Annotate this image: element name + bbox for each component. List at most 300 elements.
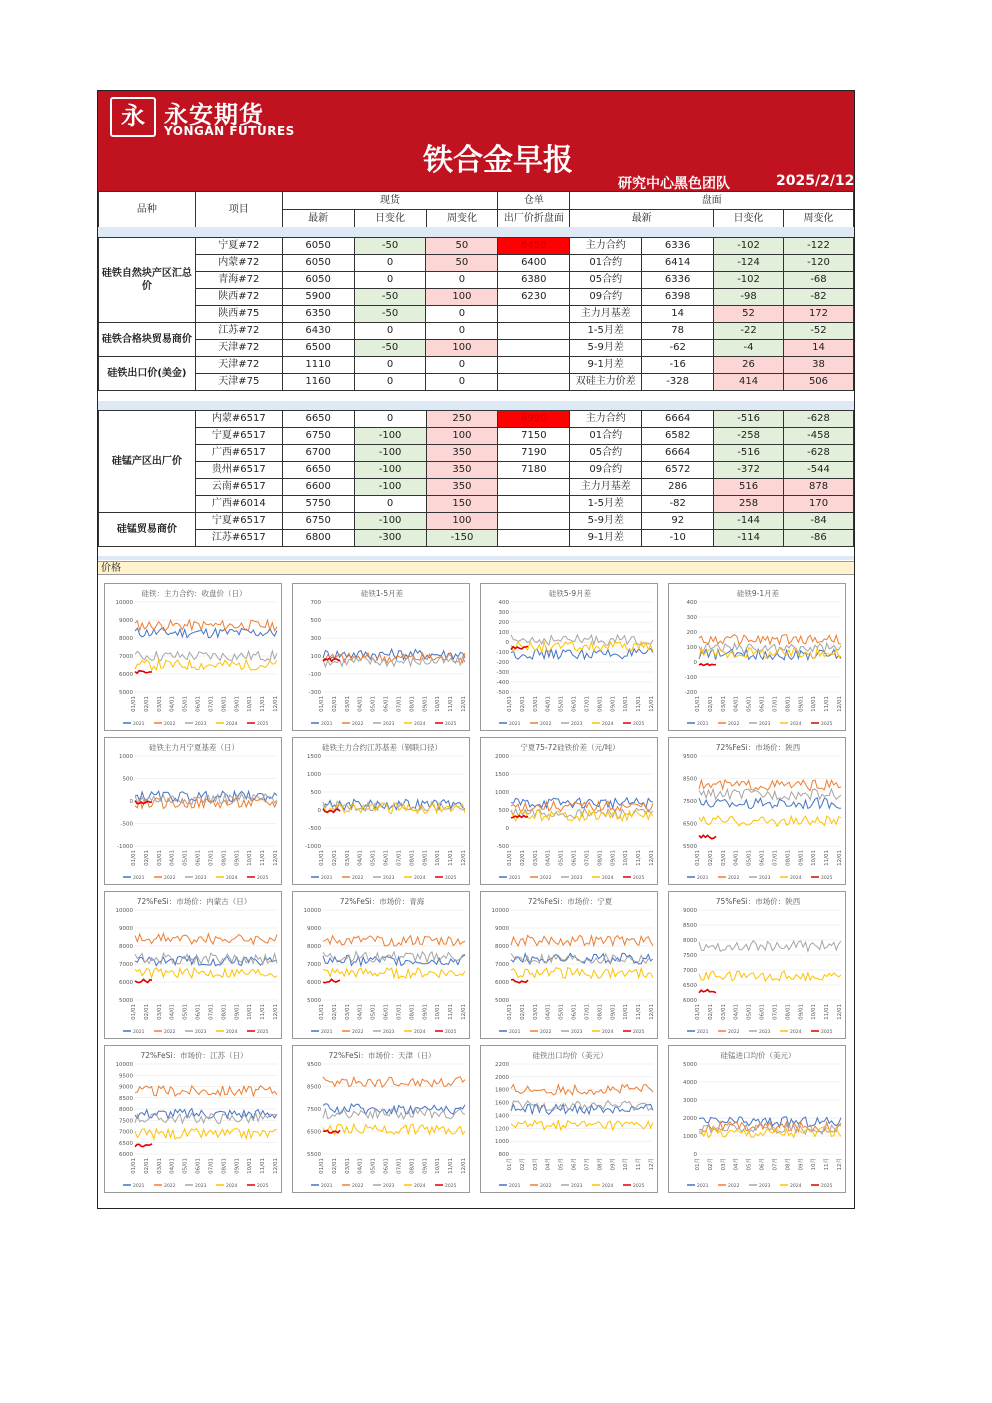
x-tick-label: 08/01 [597,850,604,866]
chart-svg [481,584,659,732]
cell-fw: -82 [783,289,853,306]
cell-fv: -16 [642,357,714,374]
x-tick-label: 08/01 [221,1158,228,1174]
logo-chinese-text: 永安期货 [164,101,264,129]
chart-svg [293,584,471,732]
x-tick-label: 02/01 [331,696,338,712]
cell-item: 贵州#6517 [195,462,282,479]
series-line [323,952,465,963]
legend-label: 2023 [571,876,583,881]
cell-fd: -372 [714,462,784,479]
cell-d: 0 [354,374,426,391]
x-tick-label: 10月 [811,1158,818,1171]
legend-label: 2023 [571,722,583,727]
cell-fw: -68 [783,272,853,289]
cell-latest: 6430 [282,323,354,340]
y-tick-label: 7000 [119,962,133,968]
cell-d: -100 [354,428,426,445]
x-tick-label: 08月 [597,1158,604,1171]
cell-fv: 6336 [642,272,714,289]
legend-label: 2022 [540,1184,552,1189]
y-tick-label: 7000 [119,1129,133,1136]
y-tick-label: -500 [496,690,509,696]
x-tick-label: 03/01 [532,1004,539,1020]
cell-fi: 主力合约 [570,411,642,428]
cell-w: 350 [426,445,498,462]
cell-item: 陕西#72 [195,289,282,306]
x-tick-label: 04/01 [357,1158,364,1174]
cell-fv: 6582 [642,428,714,445]
x-tick-label: 06/01 [571,1004,578,1020]
cell-fw: 878 [784,479,854,496]
price-section-label: 价格 [98,561,854,575]
legend-label: 2022 [164,722,176,727]
x-tick-label: 05/01 [182,1158,189,1174]
y-tick-label: 200 [498,620,509,626]
table-row [99,272,854,289]
x-tick-label: 12/01 [649,696,655,712]
x-tick-label: 12/01 [273,850,279,866]
x-tick-label: 02/01 [331,1158,338,1174]
legend-label: 2023 [383,1030,395,1035]
cell-fd: 516 [714,479,784,496]
x-tick-label: 11/01 [636,850,643,866]
table-row [99,323,854,340]
cell-fw: -628 [784,411,854,428]
cell-item: 宁夏#6517 [195,428,282,445]
table-row [99,357,854,374]
x-tick-label: 08/01 [221,696,228,712]
x-tick-label: 08/01 [785,1004,792,1020]
x-tick-label: 08月 [785,1158,792,1171]
x-tick-label: 04/01 [169,1004,176,1020]
cell-item: 天津#72 [195,357,282,374]
x-tick-label: 02月 [707,1158,714,1171]
x-tick-label: 02月 [519,1158,526,1171]
chart-svg [669,892,847,1040]
y-tick-label: 3000 [683,1098,697,1104]
cell-d: 0 [354,411,426,428]
col-futures-latest: 最新 [570,210,714,228]
cell-fv: 92 [642,513,714,530]
legend-label: 2021 [321,1030,333,1035]
cell-fv: -328 [642,374,714,391]
chart-svg [293,892,471,1040]
y-tick-label: 8000 [119,636,133,642]
y-tick-label: -100 [308,672,321,678]
silicomanganese-table [98,410,854,547]
cell-wh [498,340,570,357]
legend-label: 2021 [697,1030,709,1035]
x-tick-label: 01/01 [319,1004,325,1020]
cell-w: 50 [426,238,498,255]
cell-d: 0 [354,255,426,272]
chart-8 [668,737,846,885]
chart-4 [668,583,846,731]
y-tick-label: 10000 [115,908,133,914]
chart-title: 宁夏75-72硅铁价差（元/吨） [520,743,620,752]
x-tick-label: 01/01 [507,850,513,866]
legend-label: 2023 [571,1184,583,1189]
series-line [699,941,841,952]
legend-label: 2025 [633,876,645,881]
y-tick-label: 8500 [307,1084,321,1091]
col-spot: 现货 [282,192,498,210]
x-tick-label: 01/01 [695,850,701,866]
chart-10 [292,891,470,1039]
cell-latest: 1110 [282,357,354,374]
col-weekly: 周变化 [426,210,498,228]
x-tick-label: 07/01 [584,696,591,712]
x-tick-label: 07/01 [772,1004,779,1020]
cell-latest: 6050 [282,255,354,272]
x-tick-label: 07月 [772,1158,779,1171]
cell-fv: 6414 [642,255,714,272]
x-tick-label: 05/01 [746,1004,753,1020]
cell-fi: 5-9月差 [570,340,642,357]
cell-w: 150 [426,496,498,513]
cell-wh [498,357,570,374]
x-tick-label: 02/01 [519,850,526,866]
chart-title: 72%FeSi：市场价：江苏（日） [140,1051,248,1060]
col-ex-factory: 出厂价折盘面 [498,210,570,228]
category-label: 硅锰产区出厂价 [99,411,196,513]
x-tick-label: 08/01 [597,696,604,712]
series-line [699,780,841,791]
x-tick-label: 06/01 [571,696,578,712]
legend-label: 2022 [352,1030,364,1035]
x-tick-label: 01/01 [319,850,325,866]
chart-2 [292,583,470,731]
series-line [323,968,465,979]
x-tick-label: 01/01 [319,1158,325,1174]
x-tick-label: 05/01 [182,850,189,866]
x-tick-label: 03/01 [720,1004,727,1020]
chart-5 [104,737,282,885]
x-tick-label: 11/01 [260,850,267,866]
cell-fw: -84 [784,513,854,530]
x-tick-label: 08/01 [785,850,792,866]
x-tick-label: 02/01 [707,850,714,866]
category-label: 硅铁出口价(美金) [99,357,196,391]
legend-label: 2023 [759,722,771,727]
legend-label: 2021 [509,722,521,727]
cell-wh [498,479,570,496]
y-tick-label: 10000 [115,1062,133,1068]
legend-label: 2021 [509,1030,521,1035]
legend-label: 2023 [195,1030,207,1035]
report-sheet [97,90,855,1209]
y-tick-label: 9000 [683,908,697,914]
col-latest: 最新 [282,210,354,228]
cell-fd: -22 [714,323,784,340]
x-tick-label: 03/01 [344,850,351,866]
series-line [323,1124,465,1134]
legend-label: 2022 [540,1030,552,1035]
legend-label: 2022 [352,1184,364,1189]
yongan-logo-icon: 永 [110,97,156,137]
x-tick-label: 12/01 [649,850,655,866]
x-tick-label: 09/01 [234,1158,241,1174]
cell-fd: -4 [714,340,784,357]
cell-latest: 6700 [282,445,354,462]
cell-w: 0 [426,374,498,391]
cell-fd: -102 [714,272,784,289]
x-tick-label: 04/01 [357,850,364,866]
cell-fv: 14 [642,306,714,323]
y-tick-label: 500 [310,790,321,796]
legend-label: 2022 [540,722,552,727]
legend-label: 2024 [226,1030,238,1035]
y-tick-label: 700 [310,600,321,606]
x-tick-label: 10月 [623,1158,630,1171]
x-tick-label: 10/01 [811,696,818,712]
cell-wh: 6450 [498,238,570,255]
chart-1 [104,583,282,731]
legend-label: 2023 [195,722,207,727]
cell-fv: 6398 [642,289,714,306]
x-tick-label: 09/01 [234,696,241,712]
x-tick-label: 03/01 [156,696,163,712]
cell-fw: -544 [784,462,854,479]
x-tick-label: 04/01 [169,1158,176,1174]
team-name: 研究中心黑色团队 [618,176,730,192]
cell-w: 100 [426,428,498,445]
cell-fw: -122 [783,238,853,255]
cell-d: 0 [354,496,426,513]
cell-fv: 6664 [642,445,714,462]
x-tick-label: 11月 [824,1158,831,1171]
cell-w: 250 [426,411,498,428]
y-tick-label: -300 [308,690,321,696]
cell-item: 云南#6517 [195,479,282,496]
y-tick-label: -1000 [305,844,321,850]
y-tick-label: 8000 [683,938,697,944]
x-tick-label: 10/01 [623,1004,630,1020]
legend-label: 2025 [821,1184,833,1189]
cell-item: 江苏#6517 [195,530,282,547]
x-tick-label: 10/01 [435,696,442,712]
y-tick-label: 9000 [119,926,133,932]
cell-fd: -516 [714,411,784,428]
series-line [511,1120,653,1130]
cell-latest: 6050 [282,272,354,289]
y-tick-label: 9500 [307,1062,321,1068]
table-row [99,411,854,428]
series-line [511,935,653,946]
legend-label: 2021 [697,722,709,727]
series-line [699,835,716,838]
cell-fi: 9-1月差 [570,530,642,547]
x-tick-label: 09月 [798,1158,805,1171]
x-tick-label: 07/01 [772,850,779,866]
x-tick-label: 06/01 [195,696,202,712]
legend-label: 2023 [571,1030,583,1035]
x-tick-label: 01/01 [507,696,513,712]
x-tick-label: 08/01 [409,850,416,866]
x-tick-label: 10/01 [435,1158,442,1174]
x-tick-label: 02/01 [143,850,150,866]
x-tick-label: 03/01 [720,696,727,712]
table-row [99,445,854,462]
cell-item: 广西#6517 [195,445,282,462]
cell-item: 内蒙#6517 [195,411,282,428]
x-tick-label: 11/01 [260,1158,267,1174]
x-tick-label: 05/01 [558,850,565,866]
cell-fd: 26 [714,357,784,374]
series-line [511,980,528,983]
x-tick-label: 04月 [545,1158,552,1171]
x-tick-label: 09/01 [422,1004,429,1020]
x-tick-label: 05/01 [746,850,753,866]
cell-latest: 6750 [282,513,354,530]
table-row [99,462,854,479]
x-tick-label: 12/01 [461,1158,467,1174]
cell-fi: 主力月基差 [570,479,642,496]
cell-w: 50 [426,255,498,272]
cell-w: 0 [426,323,498,340]
x-tick-label: 09/01 [610,850,617,866]
legend-label: 2024 [790,722,802,727]
x-tick-label: 10/01 [247,696,254,712]
chart-svg [481,738,659,886]
x-tick-label: 07月 [584,1158,591,1171]
x-tick-label: 05/01 [558,1004,565,1020]
x-tick-label: 06/01 [571,850,578,866]
y-tick-label: -1000 [117,844,133,850]
x-tick-label: 11/01 [636,1004,643,1020]
y-tick-label: 1000 [307,772,321,778]
series-line [699,990,716,993]
cell-fw: -120 [783,255,853,272]
cell-wh: 7150 [498,428,570,445]
x-tick-label: 07/01 [584,1004,591,1020]
legend-label: 2021 [697,1184,709,1189]
x-tick-label: 06/01 [195,1158,202,1174]
table-row [99,374,854,391]
category-label: 硅铁合格块贸易商价 [99,323,196,357]
chart-title: 硅铁主力月宁夏基差（日） [149,743,239,752]
x-tick-label: 11/01 [824,1004,831,1020]
cell-fi: 09合约 [570,462,642,479]
x-tick-label: 03/01 [720,850,727,866]
cell-wh: 7190 [498,445,570,462]
y-tick-label: 7000 [119,654,133,660]
x-tick-label: 10/01 [435,850,442,866]
legend-label: 2024 [790,876,802,881]
cell-d: 0 [354,272,426,289]
x-tick-label: 08/01 [409,1158,416,1174]
table-row [99,479,854,496]
legend-label: 2024 [602,722,614,727]
x-tick-label: 09/01 [422,850,429,866]
cell-fv: 286 [642,479,714,496]
x-tick-label: 09/01 [234,1004,241,1020]
cell-latest: 6350 [282,306,354,323]
cell-wh [498,530,570,547]
legend-label: 2021 [133,1030,145,1035]
col-futures-daily: 日变化 [714,210,784,228]
x-tick-label: 05/01 [182,1004,189,1020]
table-row [99,496,854,513]
legend-label: 2021 [133,876,145,881]
chart-title: 72%FeSi：市场价：天津（日） [328,1051,436,1060]
chart-svg [105,892,283,1040]
y-tick-label: -400 [496,680,509,686]
cell-fd: -144 [714,513,784,530]
y-tick-label: 0 [505,640,509,646]
y-tick-label: 500 [498,808,509,814]
cell-w: 350 [426,479,498,496]
legend-label: 2025 [445,722,457,727]
y-tick-label: 300 [686,615,697,621]
x-tick-label: 03/01 [156,1004,163,1020]
legend-label: 2021 [321,876,333,881]
y-tick-label: 400 [498,600,509,606]
y-tick-label: 10000 [491,908,509,914]
y-tick-label: 7500 [119,1118,133,1125]
col-item: 项目 [195,192,282,228]
chart-12 [668,891,846,1039]
legend-label: 2024 [414,722,426,727]
cell-d: -50 [354,306,426,323]
chart-svg [481,1046,659,1194]
cell-fw: 170 [784,496,854,513]
x-tick-label: 04/01 [169,696,176,712]
x-tick-label: 03/01 [156,850,163,866]
series-line [135,934,277,945]
y-tick-label: -300 [496,670,509,676]
chart-title: 72%FeSi：市场价：陕西 [715,743,801,752]
header-banner [98,91,854,191]
x-tick-label: 12月 [837,1158,843,1171]
y-tick-label: 5000 [119,998,133,1004]
cell-d: -300 [354,530,426,547]
y-tick-label: 6000 [119,980,133,986]
y-tick-label: 7000 [307,962,321,968]
y-tick-label: 1200 [495,1126,509,1133]
cell-fi: 05合约 [570,445,642,462]
x-tick-label: 09/01 [422,696,429,712]
y-tick-label: 5000 [307,998,321,1004]
legend-label: 2021 [321,722,333,727]
y-tick-label: 2000 [495,754,509,760]
cell-fw: 506 [783,374,853,391]
chart-title: 硅铁9-1月差 [736,589,780,598]
chart-6 [292,737,470,885]
y-tick-label: -200 [496,660,509,666]
cell-wh [498,496,570,513]
y-tick-label: 6000 [119,1152,133,1158]
chart-title: 硅铁5-9月差 [548,589,592,598]
table-row [99,289,854,306]
cell-d: -50 [354,289,426,306]
x-tick-label: 06/01 [383,850,390,866]
cell-item: 天津#75 [195,374,282,391]
cell-item: 广西#6014 [195,496,282,513]
chart-title: 硅铁主力合约江苏基差（钢联口径） [322,743,442,752]
legend-label: 2022 [164,876,176,881]
y-tick-label: 0 [317,808,321,814]
x-tick-label: 06/01 [383,1158,390,1174]
x-tick-label: 05/01 [370,1004,377,1020]
section-divider [98,227,854,237]
chart-svg [105,1046,283,1194]
y-tick-label: 5000 [119,690,133,696]
x-tick-label: 11/01 [824,850,831,866]
legend-label: 2024 [414,1184,426,1189]
cell-latest: 5750 [282,496,354,513]
